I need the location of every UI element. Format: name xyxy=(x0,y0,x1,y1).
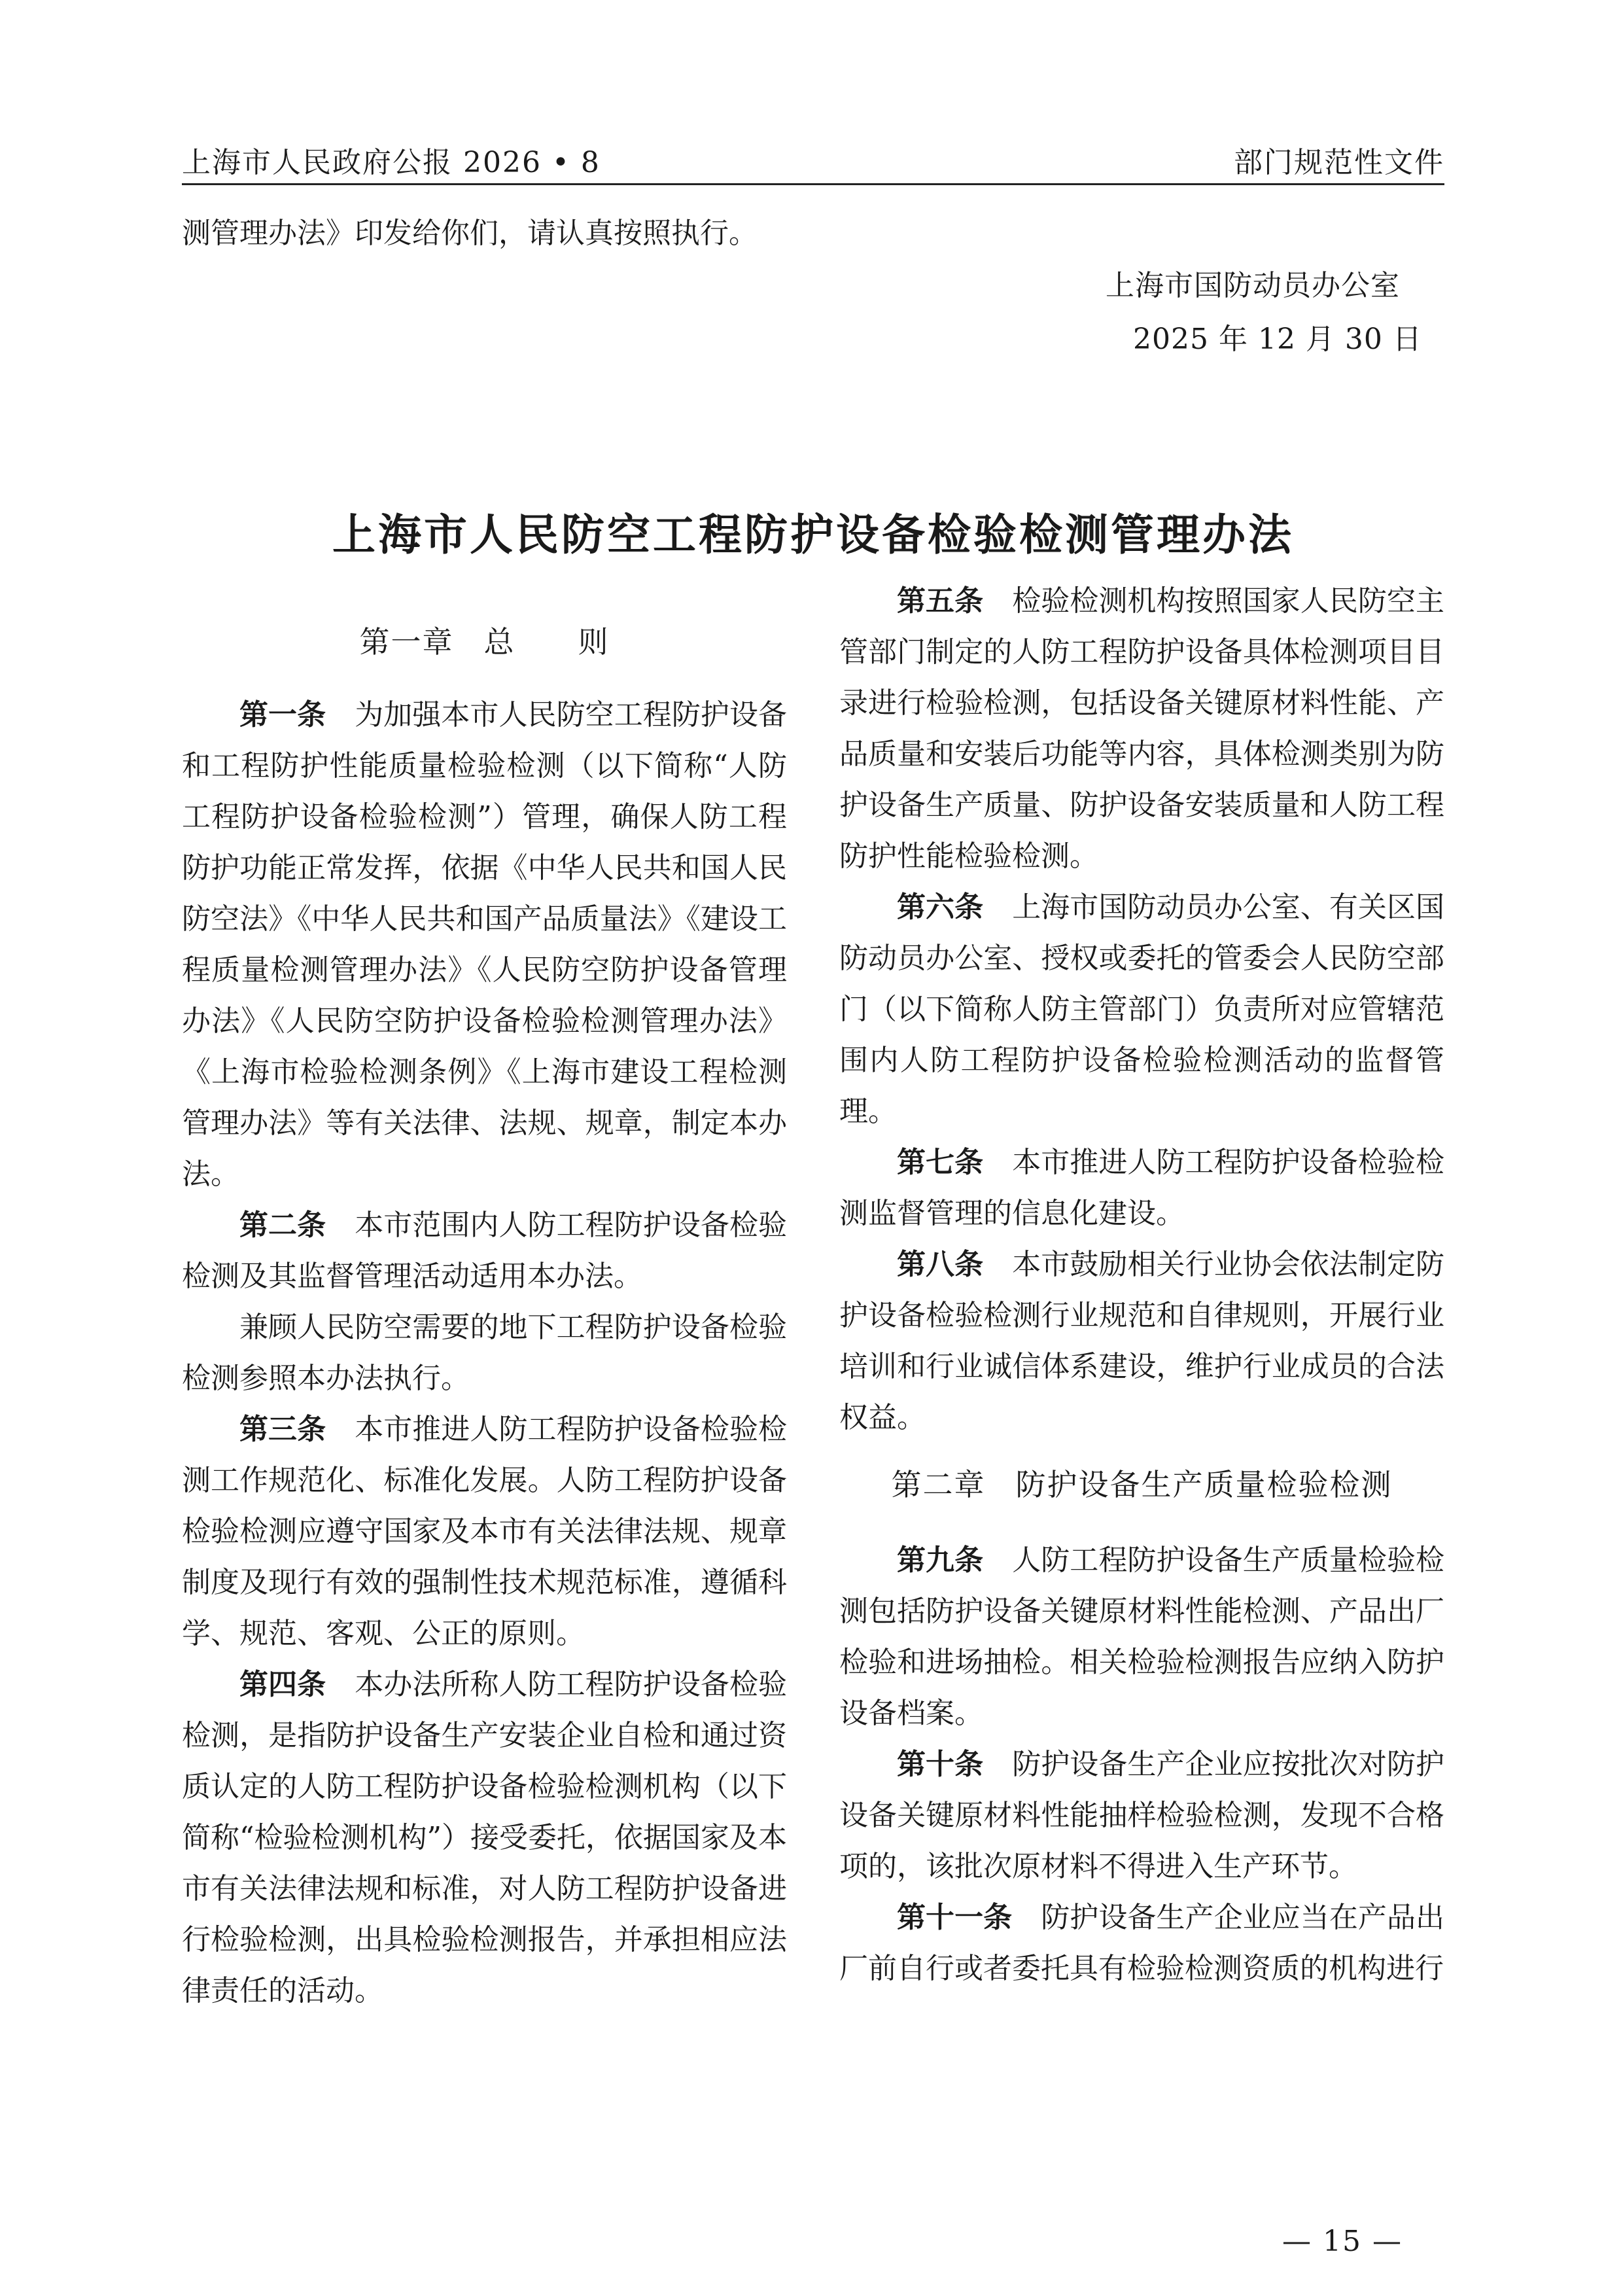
article-text: 本市推进人防工程防护设备检验检测监督管理的信息化建设。 xyxy=(839,1146,1445,1230)
article-1 xyxy=(182,690,787,1200)
article-10 xyxy=(839,1739,1444,1892)
article-text: 本市范围内人防工程防护设备检验检测及其监督管理活动适用本办法。 xyxy=(182,1209,788,1293)
article-7 xyxy=(839,1137,1444,1239)
left-column xyxy=(182,576,787,2017)
article-3 xyxy=(182,1404,787,1659)
notice-continuation: 测管理办法》印发给你们，请认真按照执行。 xyxy=(182,217,758,250)
document-title: 上海市人民防空工程防护设备检验检测管理办法 xyxy=(332,510,1294,561)
chapter-number: 第二章 xyxy=(891,1467,986,1502)
article-text: 人防工程防护设备生产质量检验检测包括防护设备关键原材料性能检测、产品出厂检验和进场抽检。相关检验检测报告应纳入防护设备档案。 xyxy=(839,1544,1445,1730)
article-number: 第九条 xyxy=(897,1544,984,1577)
article-2-paragraph-2: 兼顾人民防空需要的地下工程防护设备检验检测参照本办法执行。 xyxy=(182,1311,787,1395)
article-text: 检验检测机构按照国家人民防空主管部门制定的人防工程防护设备具体检测项目目录进行检验检测，包括设备关键原材料性能、产品质量和安装后功能等内容，具体检测类别为防护设备生产质量、防护设备安装质量和人防工程防护性能检验检测。 xyxy=(839,584,1445,873)
article-number: 第二条 xyxy=(239,1209,326,1242)
article-text: 上海市国防动员办公室、有关区国防动员办公室、授权或委托的管委会人民防空部门（以下简称人防主管部门）负责所对应管辖范围内人防工程防护设备检验检测活动的监督管理。 xyxy=(839,891,1445,1128)
chapter-heading xyxy=(182,616,787,667)
article-text: 本市鼓励相关行业协会依法制定防护设备检验检测行业规范和自律规则，开展行业培训和行业诚信体系建设，维护行业成员的合法权益。 xyxy=(839,1248,1445,1434)
chapter-heading xyxy=(839,1459,1444,1510)
article-number: 第一条 xyxy=(239,698,326,732)
article-number: 第五条 xyxy=(897,584,984,618)
article-4 xyxy=(182,1659,787,2017)
article-11 xyxy=(839,1892,1444,1994)
article-text: 本办法所称人防工程防护设备检验检测，是指防护设备生产安装企业自检和通过资质认定的人防工程防护设备检验检测机构（以下简称“检验检测机构”）接受委托，依据国家及本市有关法律法规和标准，对人防工程防护设备进行检验检测，出具检验检测报告，并承担相应法律责任的活动。 xyxy=(182,1668,788,2007)
journal-issue: 上海市人民政府公报 2026 • 8 xyxy=(182,146,601,179)
article-number: 第八条 xyxy=(897,1248,984,1281)
document-category: 部门规范性文件 xyxy=(1234,146,1444,179)
article-number: 第四条 xyxy=(239,1668,326,1701)
article-8 xyxy=(839,1239,1444,1443)
article-text: 防护设备生产企业应按批次对防护设备关键原材料性能抽样检验检测，发现不合格项的，该批次原材料不得进入生产环节。 xyxy=(839,1748,1445,1883)
article-number: 第六条 xyxy=(897,891,984,924)
right-column xyxy=(839,576,1444,1994)
issuer-signature: 上海市国防动员办公室 xyxy=(1106,269,1400,302)
article-number: 第十条 xyxy=(897,1748,984,1781)
article-5 xyxy=(839,576,1444,882)
article-6 xyxy=(839,882,1444,1137)
article-text: 防护设备生产企业应当在产品出厂前自行或者委托具有检验检测资质的机构进行 xyxy=(839,1901,1445,1985)
chapter-name: 总 则 xyxy=(483,624,610,660)
article-number: 第七条 xyxy=(897,1146,984,1179)
running-header xyxy=(182,131,1444,185)
article-2 xyxy=(182,1200,787,1302)
article-number: 第十一条 xyxy=(897,1901,1013,1934)
chapter-name: 防护设备生产质量检验检测 xyxy=(1015,1467,1393,1502)
article-text: 为加强本市人民防空工程防护设备和工程防护性能质量检验检测（以下简称“人防工程防护设备检验检测”）管理，确保人防工程防护功能正常发挥，依据《中华人民共和国人民防空法》《中华人民共和国产品质量法》《建设工程质量检测管理办法》《人民防空防护设备管理办法》《人民防空防护设备检验检测管理办法》《上海市检验检测条例》《上海市建设工程检测管理办法》等有关法律、法规、规章，制定本办法。 xyxy=(182,698,788,1191)
article-number: 第三条 xyxy=(239,1413,326,1446)
issue-date: 2025 年 12 月 30 日 xyxy=(1133,323,1422,356)
page-number: — 15 — xyxy=(1282,2225,1403,2258)
article-text: 本市推进人防工程防护设备检验检测工作规范化、标准化发展。人防工程防护设备检验检测应遵守国家及本市有关法律法规、规章制度及现行有效的强制性技术规范标准，遵循科学、规范、客观、公正的原则。 xyxy=(182,1413,788,1650)
chapter-number: 第一章 xyxy=(359,624,454,660)
article-9 xyxy=(839,1535,1444,1739)
